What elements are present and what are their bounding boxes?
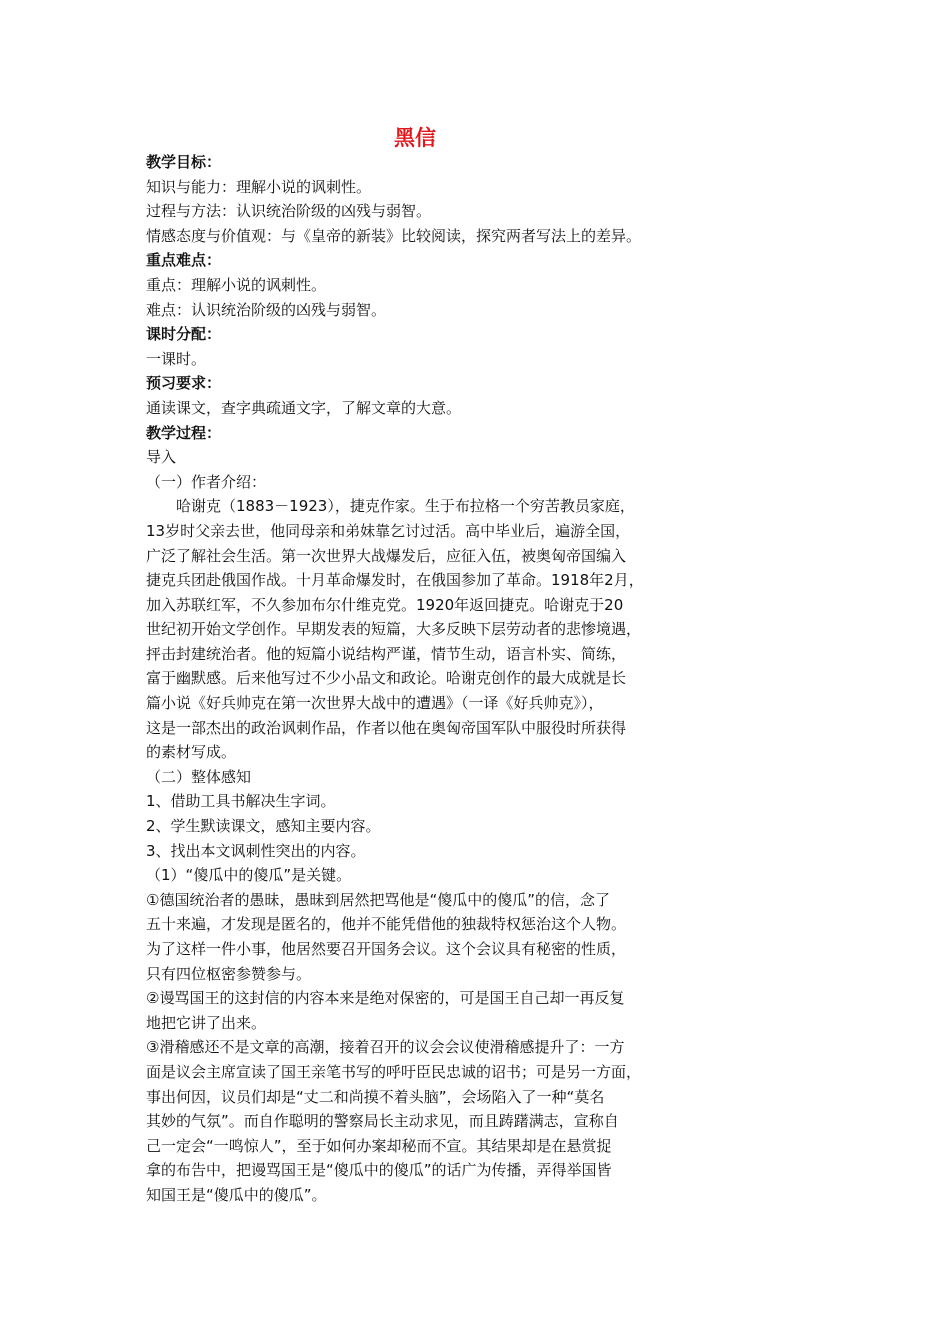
text-line: 篇小说《好兵帅克在第一次世界大战中的遭遇》（一译《好兵帅克》）， bbox=[146, 694, 604, 713]
text-line: 知识与能力：理解小说的讽刺性。 bbox=[146, 177, 372, 196]
text-line: 过程与方法：认识统治阶级的凶残与弱智。 bbox=[146, 202, 432, 221]
text-line: （二）整体感知 bbox=[146, 767, 252, 786]
text-line: 拿的布告中，把谩骂国王是“傻瓜中的傻瓜”的话广为传播，弄得举国皆 bbox=[146, 1161, 612, 1180]
text-line: 2、学生默读课文，感知主要内容。 bbox=[146, 817, 381, 836]
section-heading: 课时分配： bbox=[146, 325, 222, 344]
text-line: ①德国统治者的愚昧，愚昧到居然把骂他是“傻瓜中的傻瓜”的信，念了 bbox=[146, 890, 610, 909]
text-line: ②谩骂国王的这封信的内容本来是绝对保密的，可是国王自己却一再反复 bbox=[146, 989, 625, 1008]
text-line: 重点：理解小说的讽刺性。 bbox=[146, 275, 327, 294]
text-line: 富于幽默感。后来他写过不少小品文和政论。哈谢克创作的最大成就是长 bbox=[146, 669, 627, 688]
text-line: 加入苏联红军，不久参加布尔什维克党。1920年返回捷克。哈谢克于20 bbox=[146, 595, 624, 614]
text-line: 己一定会“一鸣惊人”，至于如何办案却秘而不宣。其结果却是在悬赏捉 bbox=[146, 1136, 612, 1155]
text-line: 广泛了解社会生活。第一次世界大战爆发后，应征入伍，被奥匈帝国编入 bbox=[146, 546, 627, 565]
text-line: 面是议会主席宣读了国王亲笔书写的呼吁臣民忠诚的诏书；可是另一方面， bbox=[146, 1062, 642, 1081]
text-line: 事出何因，议员们却是“丈二和尚摸不着头脑”，会场陷入了一种“莫名 bbox=[146, 1087, 605, 1106]
text-line: 通读课文，查字典疏通文字，了解文章的大意。 bbox=[146, 398, 462, 417]
text-line: 这是一部杰出的政治讽刺作品，作者以他在奥匈帝国军队中服役时所获得 bbox=[146, 718, 627, 737]
text-line: 为了这样一件小事，他居然要召开国务会议。这个会议具有秘密的性质， bbox=[146, 940, 627, 958]
text-line: 地把它讲了出来。 bbox=[146, 1013, 267, 1032]
text-line: 哈谢克（1883－1923），捷克作家。生于布拉格一个穷苦教员家庭， bbox=[176, 497, 635, 516]
text-line: 五十来遍，才发现是匿名的，他并不能凭借他的独裁特权惩治这个人物。 bbox=[146, 915, 627, 934]
text-line: （1）“傻瓜中的傻瓜”是关键。 bbox=[146, 866, 352, 885]
text-line: 导入 bbox=[146, 448, 177, 467]
text-line: ③滑稽感还不是文章的高潮，接着召开的议会会议使滑稽感提升了：一方 bbox=[146, 1038, 625, 1057]
document-title: 黑信 bbox=[394, 126, 436, 150]
text-line: 的素材写成。 bbox=[146, 743, 237, 762]
section-heading: 预习要求： bbox=[146, 374, 222, 393]
text-line: 世纪初开始文学创作。早期发表的短篇，大多反映下层劳动者的悲惨境遇， bbox=[146, 620, 642, 639]
text-line: （一）作者介绍： bbox=[146, 472, 267, 491]
text-line: 难点：认识统治阶级的凶残与弱智。 bbox=[146, 300, 387, 319]
text-line: 一课时。 bbox=[146, 349, 207, 368]
text-line: 13岁时父亲去世，他同母亲和弟妹靠乞讨过活。高中毕业后，遍游全国， bbox=[146, 521, 631, 540]
text-line: 情感态度与价值观：与《皇帝的新装》比较阅读，探究两者写法上的差异。 bbox=[146, 226, 642, 245]
text-line: 只有四位枢密参赞参与。 bbox=[146, 964, 312, 983]
document-body bbox=[146, 150, 706, 1208]
text-line: 1、借助工具书解决生字词。 bbox=[146, 792, 336, 811]
section-heading: 重点难点： bbox=[146, 251, 222, 270]
text-line: 3、找出本文讽刺性突出的内容。 bbox=[146, 841, 366, 860]
text-line: 其妙的气氛”。而自作聪明的警察局长主动求见，而且踌躇满志，宣称自 bbox=[146, 1112, 619, 1131]
text-line: 捷克兵团赴俄国作战。十月革命爆发时，在俄国参加了革命。1918年2月， bbox=[146, 571, 644, 590]
section-heading: 教学过程： bbox=[146, 423, 222, 442]
section-heading: 教学目标： bbox=[146, 153, 222, 171]
text-line: 知国王是“傻瓜中的傻瓜”。 bbox=[146, 1185, 327, 1204]
text-line: 抨击封建统治者。他的短篇小说结构严谨，情节生动，语言朴实、简练， bbox=[146, 644, 627, 663]
